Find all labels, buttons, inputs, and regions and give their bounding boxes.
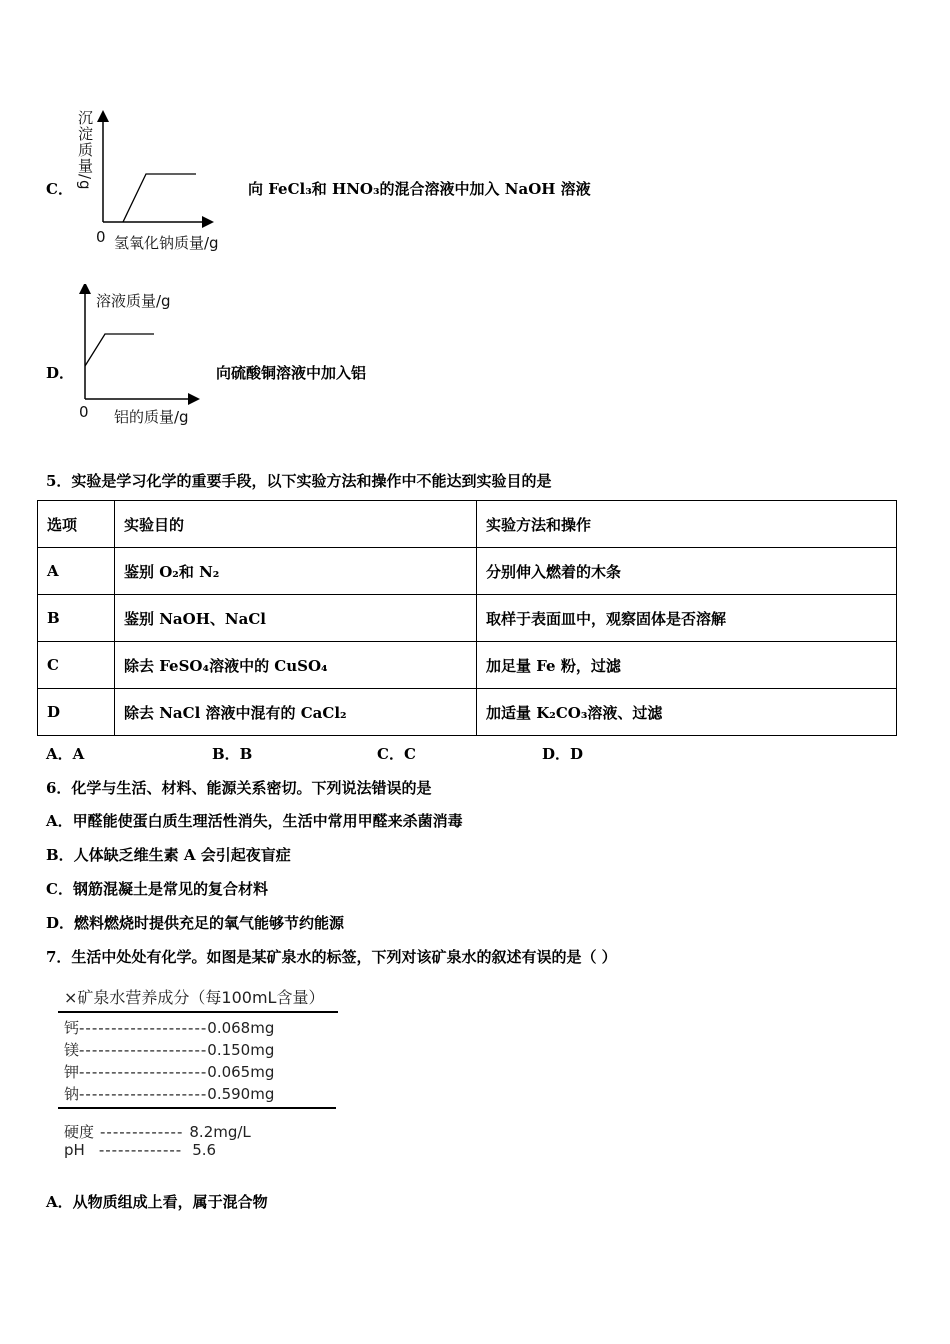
- hardness-label: 硬度: [64, 1123, 95, 1141]
- nutrient-row: [64, 1083, 274, 1104]
- q6-option-b: B．人体缺乏维生素 A 会引起夜盲症: [46, 846, 291, 864]
- table-cell: D: [38, 689, 115, 736]
- dash-leader: -------------: [100, 1123, 184, 1141]
- graph-d-curve: [85, 334, 154, 366]
- option-c-letter: C．: [46, 180, 73, 198]
- graph-c-origin: 0: [96, 228, 106, 246]
- dash-leader: --------------------: [79, 1019, 208, 1037]
- graph-c-y-label: 沉淀质量/g: [76, 110, 94, 191]
- header-cell: 选项: [38, 501, 115, 548]
- q5-table: [37, 500, 897, 736]
- q6-option-a: A．甲醛能使蛋白质生理活性消失，生活中常用甲醛来杀菌消毒: [46, 812, 463, 830]
- table-cell: 鉴别 O₂和 N₂: [115, 548, 477, 595]
- hardness-value: 8.2mg/L: [189, 1123, 251, 1141]
- table-cell: 鉴别 NaOH、NaCl: [115, 595, 477, 642]
- graph-d-y-label: 溶液质量/g: [96, 292, 171, 310]
- table-row: [38, 548, 897, 595]
- table-cell: C: [38, 642, 115, 689]
- table-cell: 取样于表面皿中，观察固体是否溶解: [477, 595, 897, 642]
- nutrient-name: 钠: [64, 1085, 80, 1103]
- q7-stem: 7．生活中处处有化学。如图是某矿泉水的标签，下列对该矿泉水的叙述有误的是（ ）: [46, 948, 617, 966]
- nutrient-name: 钾: [64, 1063, 80, 1081]
- graph-c-curve: [123, 174, 196, 222]
- q5-answer-a: A．A: [46, 745, 85, 763]
- label-bottom-rule: [58, 1107, 336, 1109]
- table-header-row: [38, 501, 897, 548]
- nutrient-row: [64, 1061, 274, 1082]
- label-top-rule: [58, 1011, 338, 1013]
- table-cell: B: [38, 595, 115, 642]
- q6-option-c: C．钢筋混凝土是常见的复合材料: [46, 880, 268, 898]
- option-c-description: 向 FeCl₃和 HNO₃的混合溶液中加入 NaOH 溶液: [248, 180, 591, 198]
- nutrient-value: 0.150mg: [207, 1041, 275, 1059]
- table-cell: 除去 FeSO₄溶液中的 CuSO₄: [115, 642, 477, 689]
- option-d-description: 向硫酸铜溶液中加入铝: [216, 364, 367, 382]
- nutrient-row: [64, 1017, 274, 1038]
- table-cell: 加足量 Fe 粉，过滤: [477, 642, 897, 689]
- nutrient-row: [64, 1039, 274, 1060]
- q6-stem: 6．化学与生活、材料、能源关系密切。下列说法错误的是: [46, 779, 432, 797]
- label-title: ×矿泉水营养成分（每100mL含量）: [64, 988, 325, 1007]
- table-cell: 除去 NaCl 溶液中混有的 CaCl₂: [115, 689, 477, 736]
- table-row: [38, 642, 897, 689]
- header-cell: 实验目的: [115, 501, 477, 548]
- table-cell: 分别伸入燃着的木条: [477, 548, 897, 595]
- graph-c-x-label: 氢氧化钠质量/g: [114, 234, 219, 252]
- dash-leader: --------------------: [79, 1085, 208, 1103]
- q5-answer-b: B．B: [212, 745, 253, 763]
- table-cell: A: [38, 548, 115, 595]
- nutrient-value: 0.065mg: [207, 1063, 275, 1081]
- ph-row: [64, 1141, 216, 1159]
- nutrient-name: 镁: [64, 1041, 80, 1059]
- graph-d-origin: 0: [79, 403, 89, 421]
- header-cell: 实验方法和操作: [477, 501, 897, 548]
- table-row: [38, 595, 897, 642]
- dash-leader: --------------------: [79, 1063, 208, 1081]
- q5-answer-c: C．C: [377, 745, 416, 763]
- q7-option-a: A．从物质组成上看，属于混合物: [46, 1193, 268, 1211]
- ph-value: 5.6: [192, 1141, 217, 1159]
- graph-c-plot: [96, 110, 216, 230]
- nutrient-value: 0.590mg: [207, 1085, 275, 1103]
- table-row: [38, 689, 897, 736]
- nutrient-value: 0.068mg: [207, 1019, 275, 1037]
- option-d-letter: D．: [46, 364, 75, 382]
- ph-label: pH: [64, 1141, 85, 1159]
- mineral-water-label: [58, 985, 348, 1165]
- hardness-row: [64, 1121, 251, 1142]
- graph-d-x-label: 铝的质量/g: [114, 408, 189, 426]
- q5-stem: 5．实验是学习化学的重要手段，以下实验方法和操作中不能达到实验目的是: [46, 472, 552, 490]
- q5-answer-d: D．D: [542, 745, 584, 763]
- dash-leader: -------------: [98, 1141, 183, 1159]
- dash-leader: --------------------: [79, 1041, 208, 1059]
- nutrient-name: 钙: [64, 1019, 80, 1037]
- q6-option-d: D．燃料燃烧时提供充足的氧气能够节约能源: [46, 914, 345, 932]
- table-cell: 加适量 K₂CO₃溶液、过滤: [477, 689, 897, 736]
